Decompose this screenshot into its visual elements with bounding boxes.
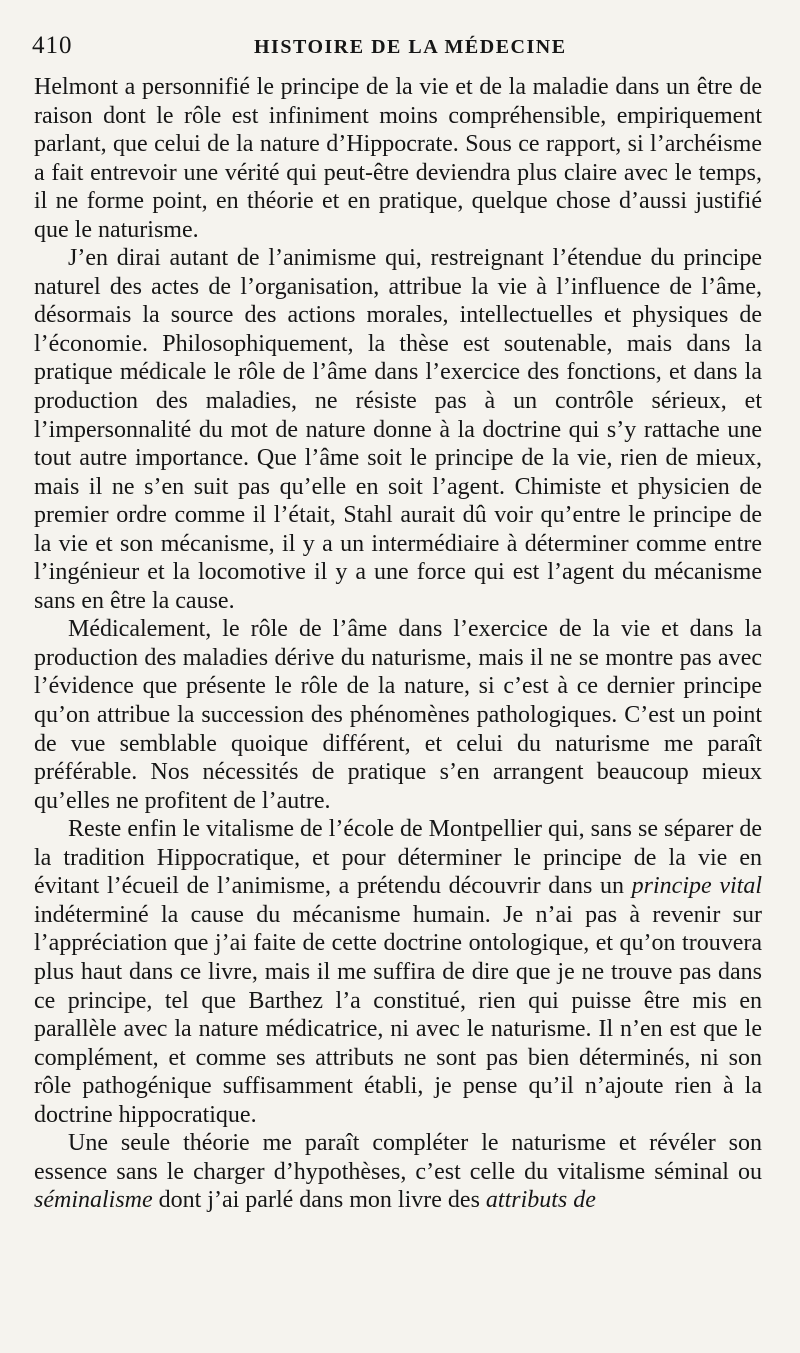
italic-title: attributs de bbox=[485, 1187, 596, 1214]
paragraph-4 bbox=[34, 815, 762, 1129]
paragraph-1 bbox=[34, 73, 762, 244]
paragraph-run: J’en dirai autant de l’animisme qui, restreignant l’étendue du principe naturel des actes de l’organisation, attribue la vie à l’influence de l’âme, désormais la source des actions morales, intellectuelles et physiques de l’économie. Philosophiquement, la thèse est soutenable, mais dans la pratique médicale le rôle de l’âme dans l’exercice des fonctions, et dans la production des maladies, ne résiste pas à un contrôle sérieux, et l’impersonnalité du mot de nature donne à la doctrine qui s’y rattache une tout autre importance. Que l’âme soit le principe de la vie, rien de mieux, mais il ne s’en suit pas qu’elle en soit l’agent. Chimiste et physicien de premier ordre comme il l’était, Stahl aurait dû voir qu’entre le principe de la vie et son mécanisme, il y a un intermédiaire à déterminer comme entre l’ingénieur et la locomotive il y a une force qui est l’agent du mécanisme sans en être la cause. bbox=[34, 245, 762, 614]
paragraph-run: Reste enfin le vitalisme de l’école de Montpellier qui, sans se séparer de la tradition Hippocratique, et pour déterminer le principe de la vie en évitant l’écueil de l’animisme, a prétendu découvrir dans un bbox=[34, 816, 762, 900]
paragraph-run: Une seule théorie me paraît compléter le naturisme et révéler son essence sans le charger d’hypothèses, c’est celle du vitalisme séminal ou bbox=[34, 1130, 762, 1185]
page-header bbox=[32, 30, 772, 66]
italic-term: séminalisme bbox=[34, 1187, 153, 1214]
paragraph-run: Helmont a personnifié le principe de la vie et de la maladie dans un être de raison dont le rôle est infiniment moins compréhensible, empiriquement parlant, que celui de la nature d’Hippocrate. Sous ce rapport, si l’archéisme a fait entrevoir une vérité qui peut-être deviendra plus claire avec le temps, il ne forme point, en théorie et en pratique, quelque chose d’aussi justifié que le naturisme. bbox=[34, 74, 762, 243]
paragraph-run: dont j’ai parlé dans mon livre des bbox=[152, 1187, 486, 1214]
paragraph-2 bbox=[34, 244, 762, 615]
paragraph-5 bbox=[34, 1129, 762, 1215]
running-head: HISTOIRE DE LA MÉDECINE bbox=[254, 36, 567, 58]
page-number: 410 bbox=[32, 32, 73, 59]
paragraph-run: Médicalement, le rôle de l’âme dans l’exercice de la vie et dans la production des maladies dérive du naturisme, mais il ne se montre pas avec l’évidence que présente le rôle de la nature, si c’est à ce dernier principe qu’on attribue la succession des phénomènes pathologiques. C’est un point de vue semblable quoique différent, et celui du naturisme me paraît préférable. Nos nécessités de pratique s’en arrangent beaucoup mieux qu’elles ne profitent de l’autre. bbox=[34, 616, 762, 814]
paragraph-run: indéterminé la cause du mécanisme humain. Je n’ai pas à revenir sur l’appréciation que j’ai faite de cette doctrine ontologique, et qu’on trouvera plus haut dans ce livre, mais il me suffira de dire que je ne trouve pas dans ce principe, tel que Barthez l’a constitué, rien qui puisse être mis en parallèle avec la nature médicatrice, ni avec le naturisme. Il n’en est que le complément, et comme ses attributs ne sont pas bien déterminés, ni son rôle pathogénique suffisamment établi, je pense qu’il n’ajoute rien à la doctrine hippocratique. bbox=[34, 901, 762, 1128]
paragraph-3 bbox=[34, 615, 762, 815]
body-text bbox=[34, 73, 762, 1215]
italic-term: principe vital bbox=[631, 873, 762, 900]
